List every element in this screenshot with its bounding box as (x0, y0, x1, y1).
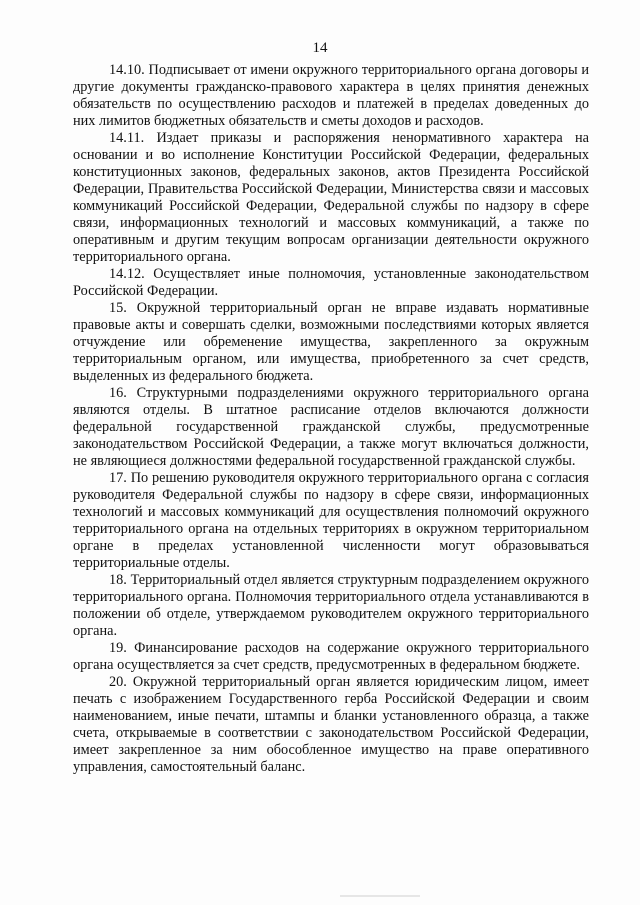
page-number: 14 (312, 40, 328, 56)
paragraph-19: 19. Финансирование расходов на содержание окружного территориального органа осуществляется за счет средств, предусмотренных в федеральном бюджете. (73, 640, 589, 673)
paragraph-16: 16. Структурными подразделениями окружного территориального органа являются отделы. В штатное расписание отделов включаются должности федеральной государственной гражданской службы, предусмотренные законодательством Российской Федерации, а также могут включаться должности, не являющиеся должностями федеральной государственной гражданской службы. (73, 385, 589, 469)
paragraph-17: 17. По решению руководителя окружного территориального органа с согласия руководителя Федеральной службы по надзору в сфере связи, информационных технологий и массовых коммуникаций для осуществления полномочий окружного территориального органа на отдельных территориях в окружном территориальном органе в пределах установленной численности могут образовываться территориальные отделы. (73, 470, 589, 571)
paragraph-15: 15. Окружной территориальный орган не вправе издавать нормативные правовые акты и совершать сделки, возможными последствиями которых является отчуждение или обременение имущества, закрепленного за окружным территориальным органом, или имущества, приобретенного за счет средств, выделенных из федерального бюджета. (73, 300, 589, 384)
document-body (73, 62, 589, 776)
paragraph-14-10: 14.10. Подписывает от имени окружного территориального органа договоры и другие документы гражданско-правового характера в целях принятия денежных обязательств по осуществлению расходов и платежей в пределах доведенных до них лимитов бюджетных обязательств и сметы доходов и расходов. (73, 62, 589, 129)
paragraph-14-11: 14.11. Издает приказы и распоряжения ненормативного характера на основании и во исполнение Конституции Российской Федерации, федеральных конституционных законов, федеральных законов, актов Президента Российской Федерации, Правительства Российской Федерации, Министерства связи и массовых коммуникаций Российской Федерации, Федеральной службы по надзору в сфере связи, информационных технологий и массовых коммуникаций, а также по оперативным и другим текущим вопросам организации деятельности окружного территориального органа. (73, 130, 589, 265)
paragraph-14-12: 14.12. Осуществляет иные полномочия, установленные законодательством Российской Федерации. (73, 266, 589, 299)
scan-artifact (340, 895, 420, 897)
paragraph-20: 20. Окружной территориальный орган является юридическим лицом, имеет печать с изображением Государственного герба Российской Федерации и своим наименованием, иные печати, штампы и бланки установленного образца, а также счета, открываемые в соответствии с законодательством Российской Федерации, имеет закрепленное за ним обособленное имущество на праве оперативного управления, самостоятельный баланс. (73, 674, 589, 775)
paragraph-18: 18. Территориальный отдел является структурным подразделением окружного территориального органа. Полномочия территориального отдела устанавливаются в положении об отделе, утверждаемом руководителем окружного территориального органа. (73, 572, 589, 639)
